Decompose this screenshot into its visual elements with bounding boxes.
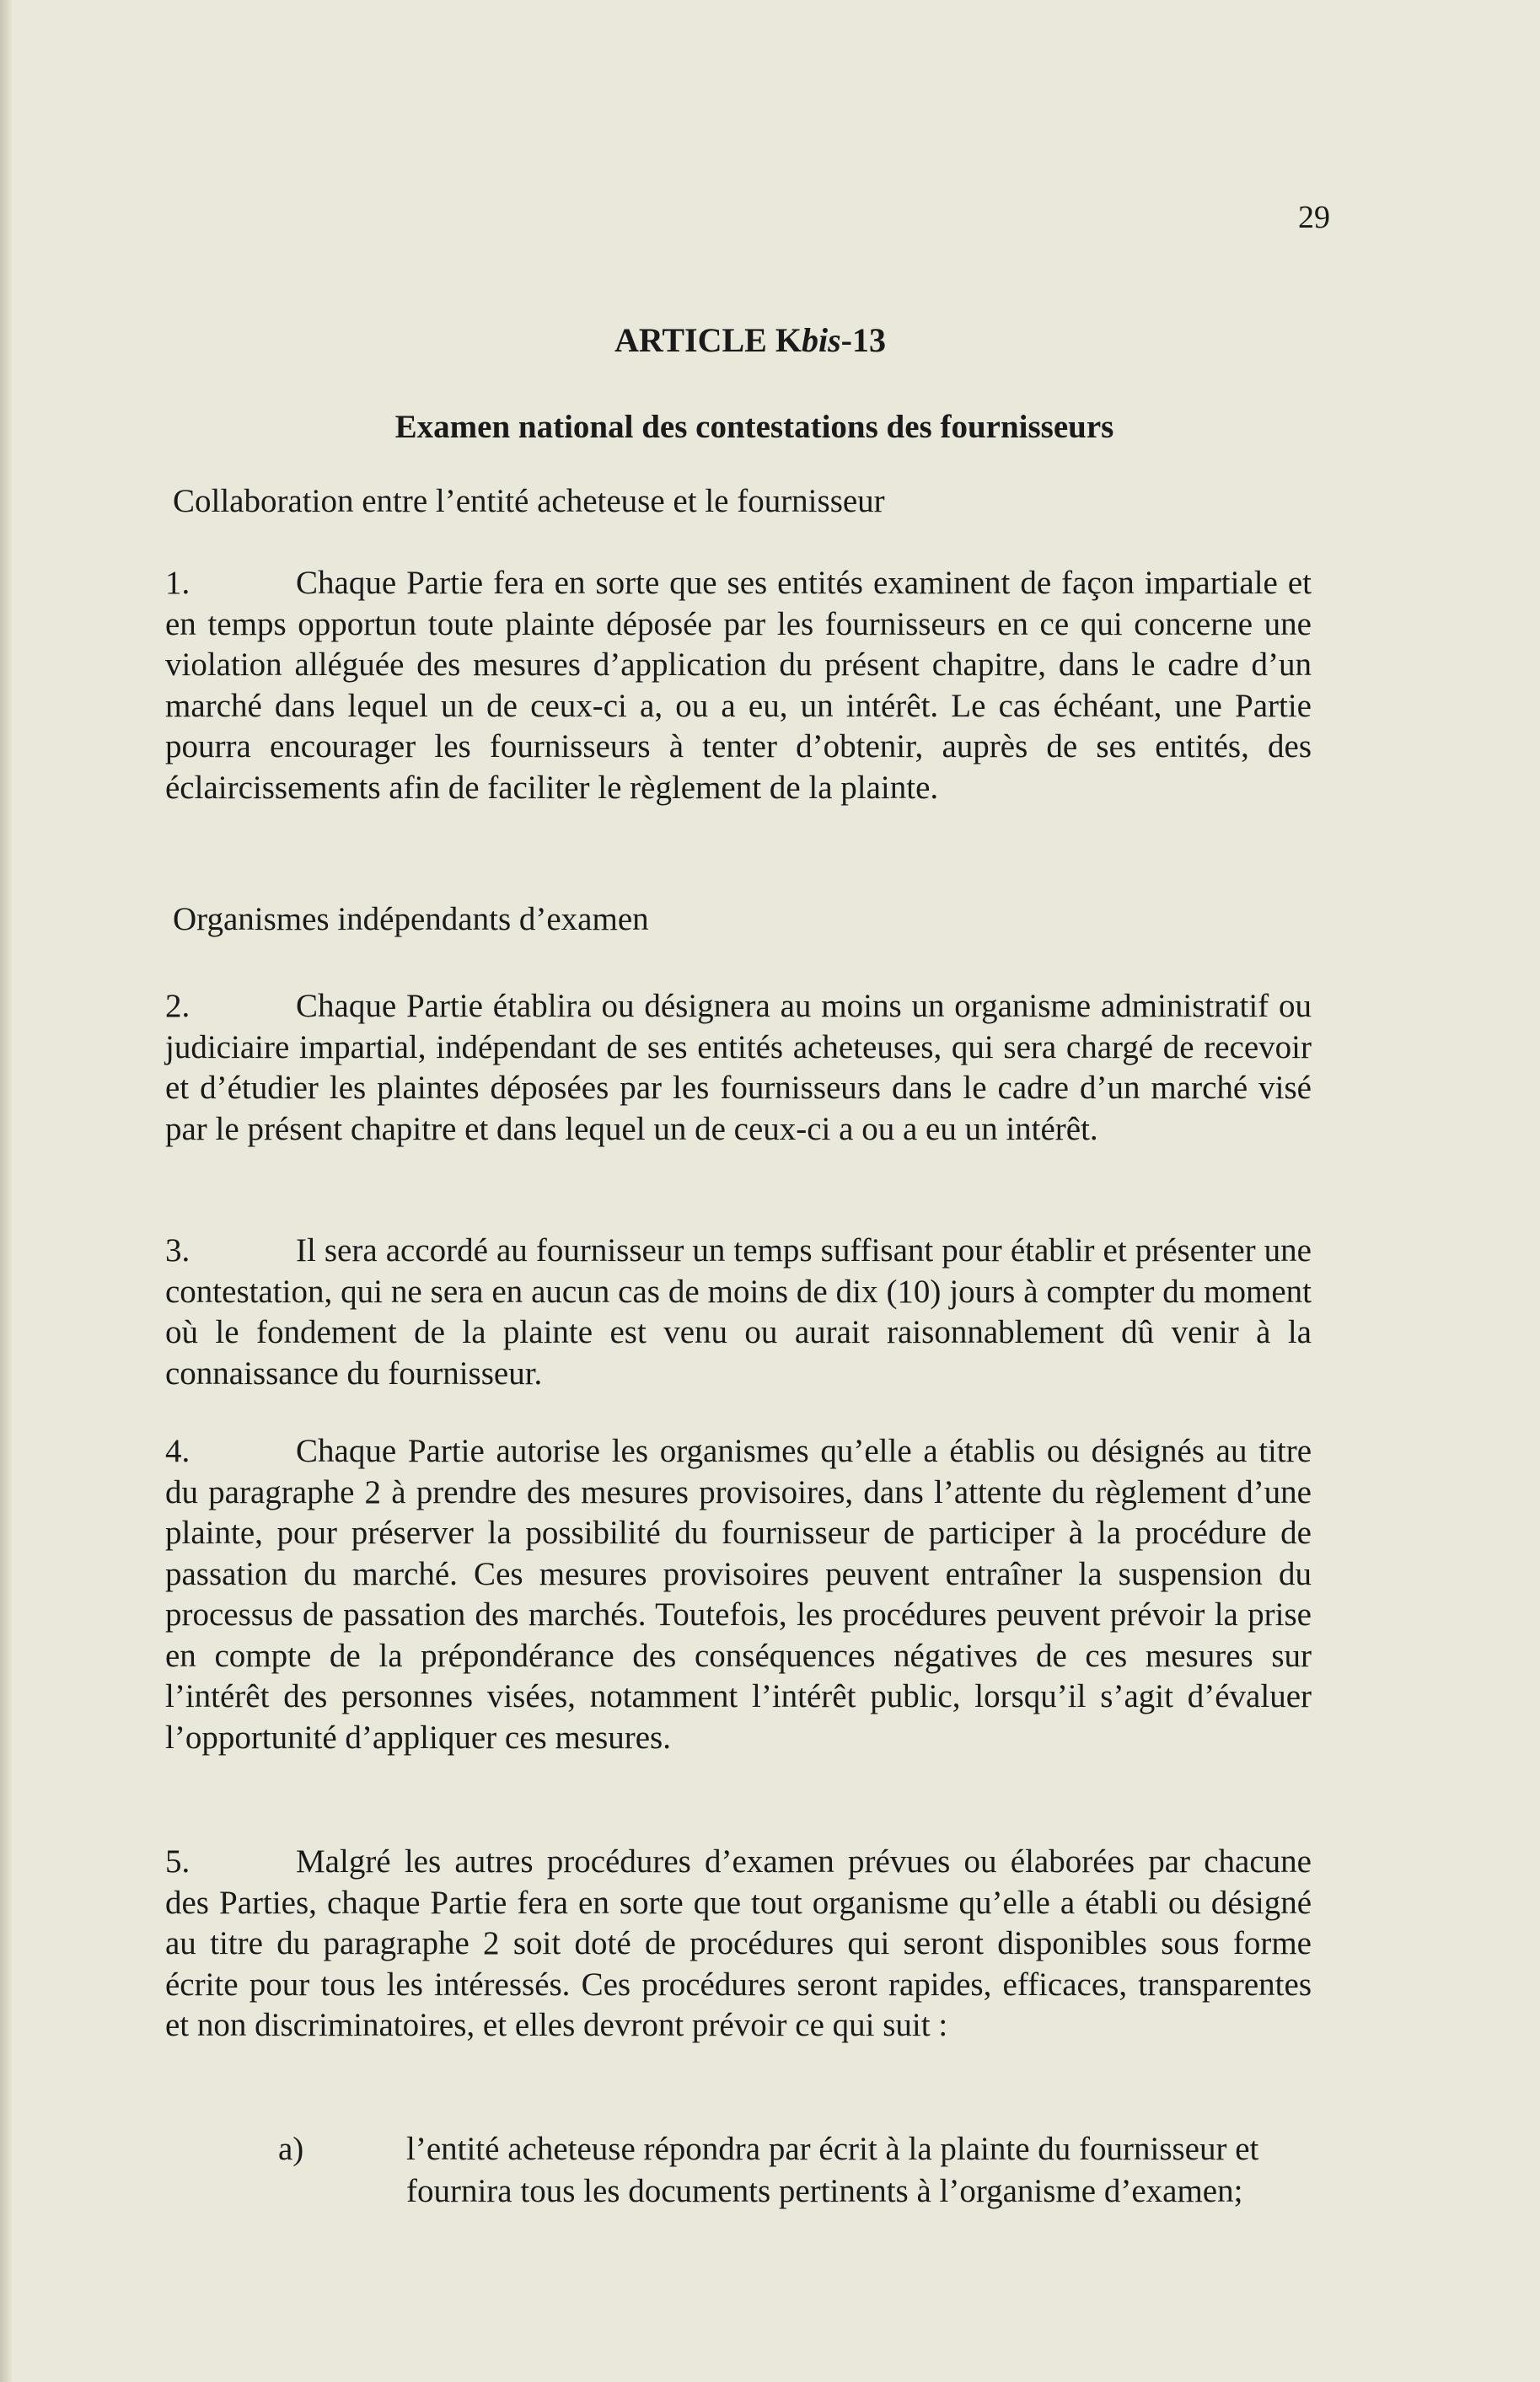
paragraph-1 (165, 563, 1312, 808)
paragraph-number: 5. (165, 1843, 190, 1880)
article-title-prefix: ARTICLE K (614, 321, 802, 359)
list-item-text: l’entité acheteuse répondra par écrit à la plainte du fournisseur et fournira tous les documents pertinents à l’organisme d’examen; (406, 2131, 1259, 2209)
paragraph-text: Chaque Partie fera en sorte que ses entités examinent de façon impartiale et en temps opportun toute plainte déposée par les fournisseurs en ce qui concerne une violation alléguée des mesures d’application du présent chapitre, dans le cadre d’un marché dans lequel un de ceux-ci a, ou a eu, un intérêt. Le cas échéant, une Partie pourra encourager les fournisseurs à tenter d’obtenir, auprès de ses entités, des éclaircissements afin de faciliter le règlement de la plainte. (165, 565, 1312, 806)
paragraph-number: 4. (165, 1433, 190, 1469)
article-title-suffix: -13 (840, 321, 886, 359)
paragraph-5 (165, 1842, 1312, 2047)
paragraph-text: Il sera accordé au fournisseur un temps suffisant pour établir et présenter une contestation, qui ne sera en aucun cas de moins de dix (10) jours à compter du moment où le fondement de la plainte est venu ou aurait raisonnablement dû venir à la connaissance du fournisseur. (165, 1232, 1312, 1392)
paragraph-number: 1. (165, 565, 190, 601)
paragraph-text: Malgré les autres procédures d’examen prévues ou élaborées par chacune des Parties, chaque Partie fera en sorte que tout organisme qu’elle a établi ou désigné au titre du paragraphe 2 soit doté de procédures qui seront disponibles sous forme écrite pour tous les intéressés. Ces procédures seront rapides, efficaces, transparentes et non discriminatoires, et elles devront prévoir ce qui suit : (165, 1843, 1312, 2043)
list-item-marker: a) (278, 2131, 304, 2167)
subhead-collaboration: Collaboration entre l’entité acheteuse et le fournisseur (173, 483, 885, 519)
paragraph-text: Chaque Partie établira ou désignera au moins un organisme administratif ou judiciaire impartial, indépendant de ses entités acheteuses, qui sera chargé de recevoir et d’étudier les plaintes déposées par les fournisseurs dans le cadre d’un marché visé par le présent chapitre et dans lequel un de ceux-ci a ou a eu un intérêt. (165, 988, 1312, 1147)
section-title: Examen national des contestations des fournisseurs (394, 409, 1114, 445)
paragraph-3 (165, 1231, 1312, 1394)
article-title-italic: bis (801, 321, 841, 359)
page-number: 29 (1298, 200, 1330, 235)
paragraph-number: 3. (165, 1232, 190, 1269)
subhead-organismes: Organismes indépendants d’examen (173, 901, 649, 937)
paragraph-text: Chaque Partie autorise les organismes qu’elle a établis ou désignés au titre du paragraphe 2 à prendre des mesures provisoires, dans l’attente du règlement d’une plainte, pour préserver la possibilité du fournisseur de participer à la procédure de passation du marché. Ces mesures provisoires peuvent entraîner la suspension du processus de passation des marchés. Toutefois, les procédures peuvent prévoir la prise en compte de la prépondérance des conséquences négatives de ces mesures sur l’intérêt des personnes visées, notamment l’intérêt public, lorsqu’il s’agit d’évaluer l’opportunité d’appliquer ces mesures. (165, 1433, 1312, 1756)
paragraph-2 (165, 986, 1312, 1150)
article-title (0, 320, 1500, 360)
list-item-a (278, 2128, 1315, 2213)
paragraph-4 (165, 1431, 1312, 1758)
paragraph-number: 2. (165, 988, 190, 1024)
